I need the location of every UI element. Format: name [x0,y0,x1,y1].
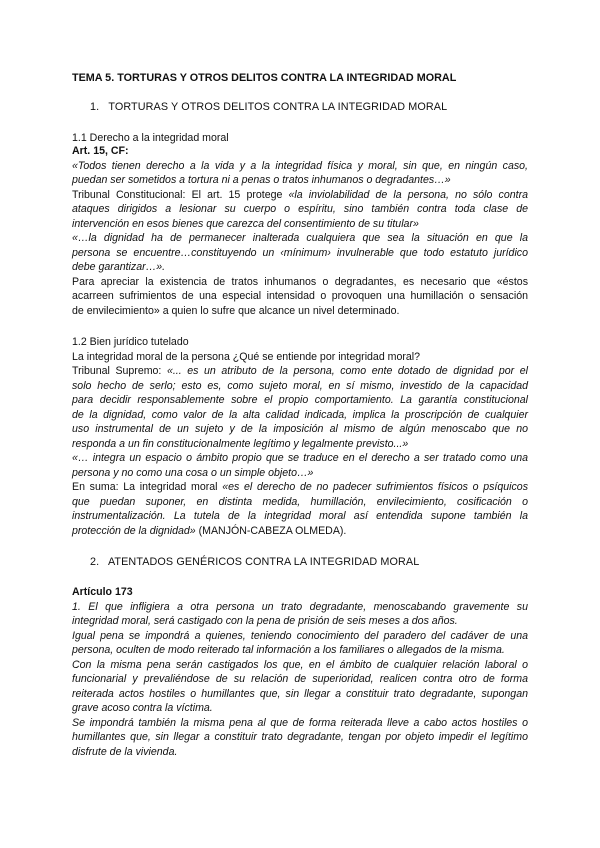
summary-quote-start: «es el derecho de no padecer sufrimientos físicos o psíquicos [222,481,528,493]
subsection-1-2-heading: 1.2 Bien jurídico tutelado [72,336,189,348]
section-1-title: TORTURAS Y OTROS DELITOS CONTRA LA INTEGRIDAD MORAL [108,101,448,113]
article-173-line-2: integridad moral, será castigado con la pena de prisión de seis meses a dos años. [72,615,458,627]
treatment-paragraph-line-3: de envilecimiento» a quien lo sufre que alcance un nivel determinado. [72,305,400,317]
ts-quote-start: «... es un atributo de la persona, como ente dotado de dignidad por el [166,365,528,377]
article-173-heading: Artículo 173 [72,586,133,598]
article-173-line-1: 1. El que infligiera a otra persona un trato degradante, menoscabando gravemente su [72,601,528,613]
summary-line-1 [72,481,528,494]
summary-citation: (MANJÓN-CABEZA OLMEDA). [195,525,347,537]
section-2-heading [90,556,546,569]
section-1-heading [90,101,546,114]
article-173-line-8: grave acoso contra la víctima. [72,702,213,714]
treatment-paragraph-line-1: Para apreciar la existencia de tratos inhumanos o degradantes, es necesario que «éstos [72,276,528,288]
ts-paragraph-line-6: responda a un fin constitucionalmente legítimo y legalmente previsto...» [72,438,409,450]
tc-paragraph-line-1 [72,189,528,202]
article-15-colon: : [124,145,129,157]
ts-paragraph-line-2: solo hecho de serlo; esto es, como sujeto moral, en sí mismo, investido de la capacidad [72,380,528,392]
article-173-line-5: Con la misma pena serán castigados los que, en el ámbito de cualquier relación laboral o [72,659,528,671]
ts-label: Tribunal Supremo: [72,365,167,377]
ts-paragraph-line-4: de la dignidad, como valor de la alta calidad indicada, implica la proscripción de cualquier [72,409,528,421]
article-15-label-text: Art. 15, CF [72,145,125,157]
space-quote-line-2: persona y no como una cosa o un simple objeto…» [72,467,314,479]
dignity-quote-line-1: «…la dignidad ha de permanecer inalterada cualquiera que sea la situación en que la [72,232,528,244]
tc-quote-start: «la inviolabilidad de la persona, no sólo contra [288,189,528,201]
article-173-line-11: disfrute de la vivienda. [72,746,178,758]
ts-paragraph-line-3: para decidir responsablemente sobre el propio comportamiento. La garantía constitucional [72,394,528,406]
constitution-quote-line-2: puedan ser sometidos a tortura ni a penas o tratos inhumanos o degradantes…» [72,174,451,186]
summary-quote-end: protección de la dignidad» [72,525,196,537]
ts-paragraph-line-5: uso instrumental de un sujeto y de la imposición al mismo de algún menoscabo que no [72,423,528,435]
treatment-paragraph-line-2: acarreen sufrimientos de una especial intensidad o provoquen una humillación o sensación [72,290,528,302]
summary-line-4 [72,525,528,538]
ts-paragraph-line-1 [72,365,528,378]
article-173-line-4: persona, oculten de modo reiterado tal información a los familiares o allegados de la misma. [72,644,505,656]
subsection-1-1-heading: 1.1 Derecho a la integridad moral [72,132,229,144]
article-173-line-10: humillantes que, sin llegar a constituir trato degradante, tengan por objeto impedir el legítimo [72,731,528,743]
article-173-line-3: Igual pena se impondrá a quienes, teniendo conocimiento del paradero del cadáver de una [72,630,528,642]
summary-line-3: instrumentalización. La tutela de la integridad moral así entendida supone también la [72,510,528,522]
section-2-title: ATENTADOS GENÉRICOS CONTRA LA INTEGRIDAD MORAL [107,556,420,568]
constitution-quote-line-1: «Todos tienen derecho a la vida y a la integridad física y moral, sin que, en ningún caso, [72,160,528,172]
integrity-question: La integridad moral de la persona ¿Qué se entiende por integridad moral? [72,351,421,363]
dignity-quote-line-3: debe garantizar…». [72,261,166,273]
document-title: TEMA 5. TORTURAS Y OTROS DELITOS CONTRA LA INTEGRIDAD MORAL [72,72,457,84]
article-173-line-6: funcionarial y prevaliéndose de su relación de superioridad, realicen contra otro de forma [72,673,528,685]
summary-label: En suma: La integridad moral [72,481,223,493]
article-173-line-9: Se impondrá también la misma pena al que de forma reiterada lleve a cabo actos hostiles o [72,717,528,729]
tc-paragraph-line-3: intervención en esos bienes que carezca del consentimiento de su titular» [72,218,419,230]
dignity-quote-line-2: persona se encuentre…constituyendo un ‹mínimum› invulnerable que todo estatuto jurídico [72,247,528,259]
section-2-number: 2. [90,556,100,568]
summary-line-2: que puedan suponer, en distinta medida, humillación, envilecimiento, cosificación o [72,496,528,508]
article-15-label [72,145,528,158]
tc-paragraph-line-2: ataques dirigidos a lesionar su cuerpo o espíritu, sino también contra toda clase de [72,203,528,215]
tc-label: Tribunal Constitucional: El art. 15 protege [72,189,289,201]
space-quote-line-1: «… integra un espacio o ámbito propio que se traduce en el derecho a ser tratado como una [72,452,528,464]
section-1-number: 1. [90,101,100,113]
article-173-line-7: reiterada actos hostiles o humillantes que, sin llegar a constituir trato degradante, supongan [72,688,528,700]
